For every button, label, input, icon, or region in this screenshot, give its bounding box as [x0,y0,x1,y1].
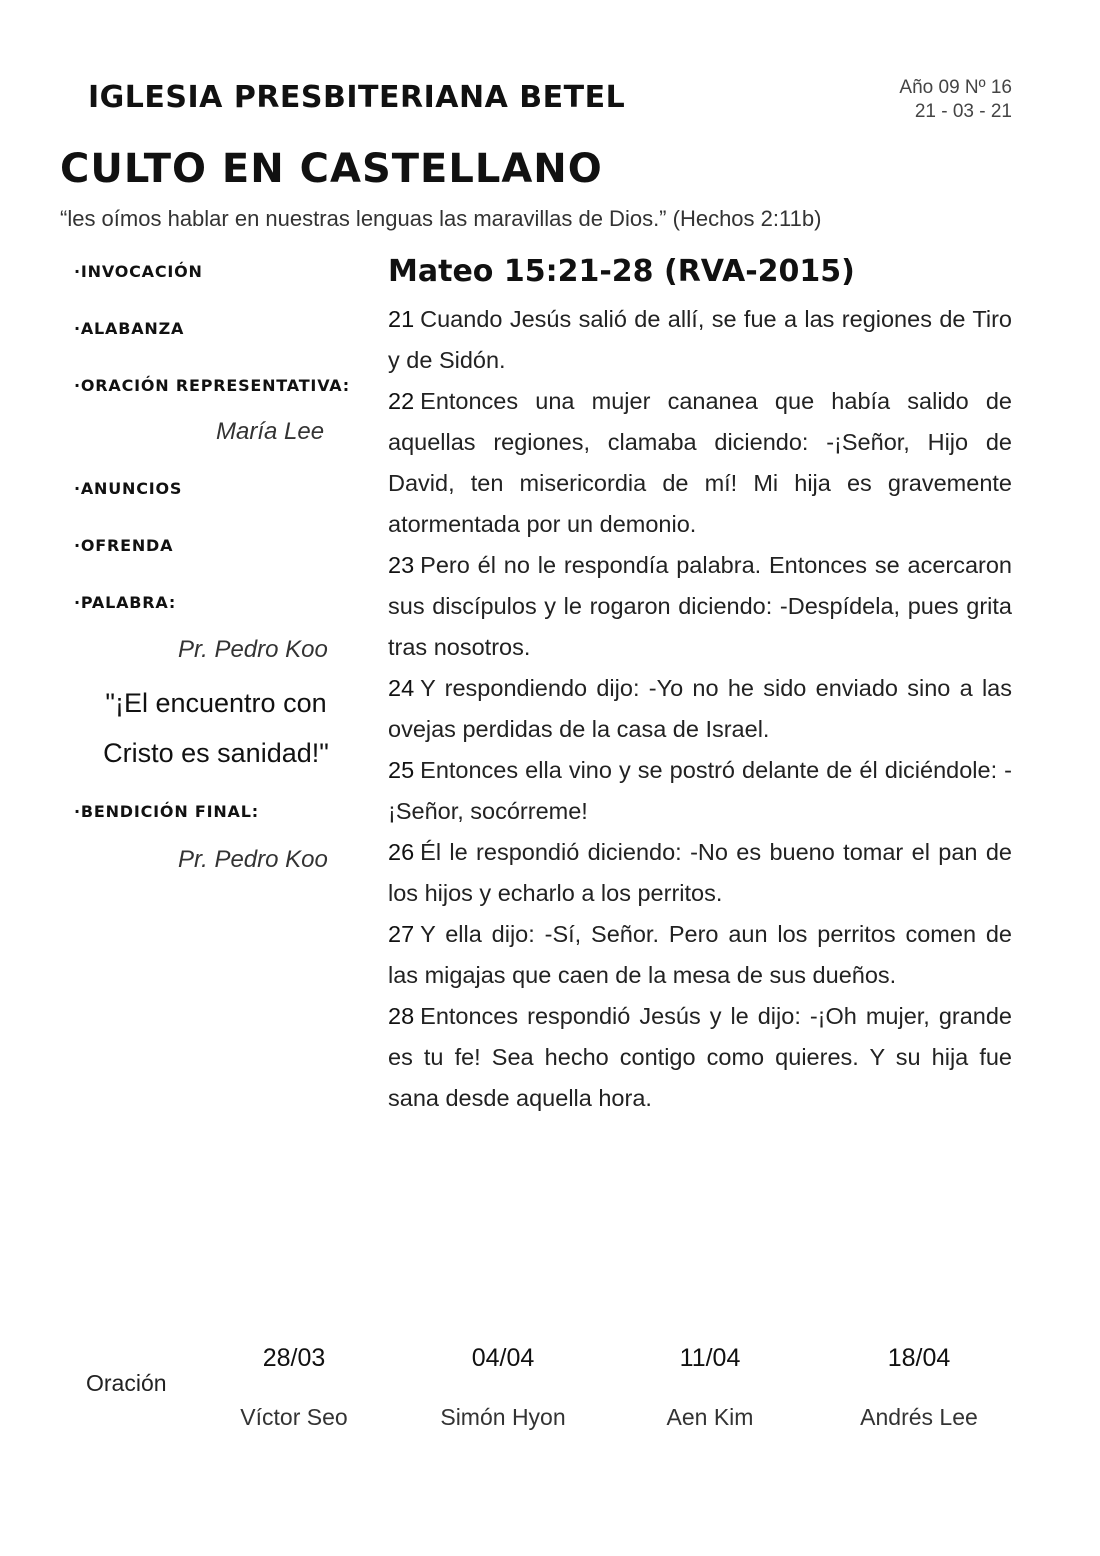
bendicion-person: Pr. Pedro Koo [178,846,328,873]
order-label: ·INVOCACIÓN [74,262,203,281]
passage-title: Mateo 15:21-28 (RVA-2015) [388,254,855,289]
oracion-person: María Lee [216,418,325,445]
order-label: ·PALABRA: [74,593,177,612]
verse-number: 21 [388,306,415,332]
sermon-title-line: Cristo es sanidad!" [103,738,329,768]
prayer-entry [819,1344,1019,1431]
verse-text: Él le respondió diciendo: -No es bueno tomar el pan de los hijos y echarlo a los perritos. [388,839,1012,906]
verse-text: Pero él no le respondía palabra. Entonces se acercaron sus discípulos y le rogaron diciendo: -Despídela, pues grita tras nosotros. [388,552,1012,660]
order-label: ·ANUNCIOS [74,479,183,498]
verse-number: 27 [388,921,415,947]
order-label: ·ORACIÓN REPRESENTATIVA: [74,376,350,395]
verse-text: Entonces ella vino y se postró delante de él diciéndole: -¡Señor, socórreme! [388,757,1012,824]
scripture-passage [388,254,1012,1119]
prayer-date: 04/04 [471,1344,535,1372]
verse-number: 25 [388,757,415,783]
verse [388,832,1012,914]
verse-text: Y ella dijo: -Sí, Señor. Pero aun los perritos comen de las migajas que caen de la mesa de sus dueños. [388,921,1012,988]
motto: “les oímos hablar en nuestras lenguas las maravillas de Dios.” (Hechos 2:11b) [60,206,822,231]
sermon-title-line: "¡El encuentro con [105,688,327,718]
prayer-schedule-label: Oración [86,1370,167,1396]
verse-number: 26 [388,839,415,865]
verse [388,996,1012,1119]
verse-number: 24 [388,675,415,701]
order-alabanza [74,319,184,339]
issue-info [899,76,1012,124]
verse-number: 28 [388,1003,415,1029]
prayer-date: 28/03 [262,1344,326,1372]
prayer-person: Andrés Lee [860,1404,978,1430]
service-title: CULTO EN CASTELLANO [60,146,603,192]
order-anuncios [74,479,182,499]
verse-text: Y respondiendo dijo: -Yo no he sido enviado sino a las ovejas perdidas de la casa de Israel. [388,675,1012,742]
verse [388,750,1012,832]
verse [388,668,1012,750]
order-invocacion [74,262,203,282]
prayer-person: Simón Hyon [440,1404,566,1430]
verse [388,545,1012,668]
verse-text: Entonces respondió Jesús y le dijo: -¡Oh mujer, grande es tu fe! Sea hecho contigo como quieres. Y su hija fue sana desde aquella hora. [388,1003,1012,1111]
verse-text: Cuando Jesús salió de allí, se fue a las regiones de Tiro y de Sidón. [388,306,1012,373]
prayer-entry [403,1344,603,1431]
prayer-person: Víctor Seo [240,1404,348,1430]
order-oracion [74,376,350,396]
sermon-title [76,678,356,778]
verse-number: 22 [388,388,415,414]
order-palabra [74,593,176,613]
order-label: ·OFRENDA [74,536,174,555]
verse-text: Entonces una mujer cananea que había salido de aquellas regiones, clamaba diciendo: -¡Señor, Hijo de David, ten misericordia de mí! Mi hija es gravemente atormentada por un demonio. [388,388,1012,537]
prayer-date: 18/04 [887,1344,951,1372]
issue-number: Año 09 Nº 16 [899,77,1012,98]
church-name: IGLESIA PRESBITERIANA BETEL [88,80,626,115]
order-bendicion [74,802,259,822]
verse [388,299,1012,381]
prayer-entry [610,1344,810,1431]
prayer-person: Aen Kim [666,1404,754,1430]
prayer-entry [194,1344,394,1431]
order-ofrenda [74,536,173,556]
issue-date: 21 - 03 - 21 [914,101,1012,122]
order-label: ·BENDICIÓN FINAL: [74,802,259,821]
verse [388,381,1012,545]
palabra-person: Pr. Pedro Koo [178,636,328,663]
order-label: ·ALABANZA [74,319,185,338]
verse [388,914,1012,996]
prayer-date: 11/04 [679,1344,741,1372]
verse-number: 23 [388,552,415,578]
